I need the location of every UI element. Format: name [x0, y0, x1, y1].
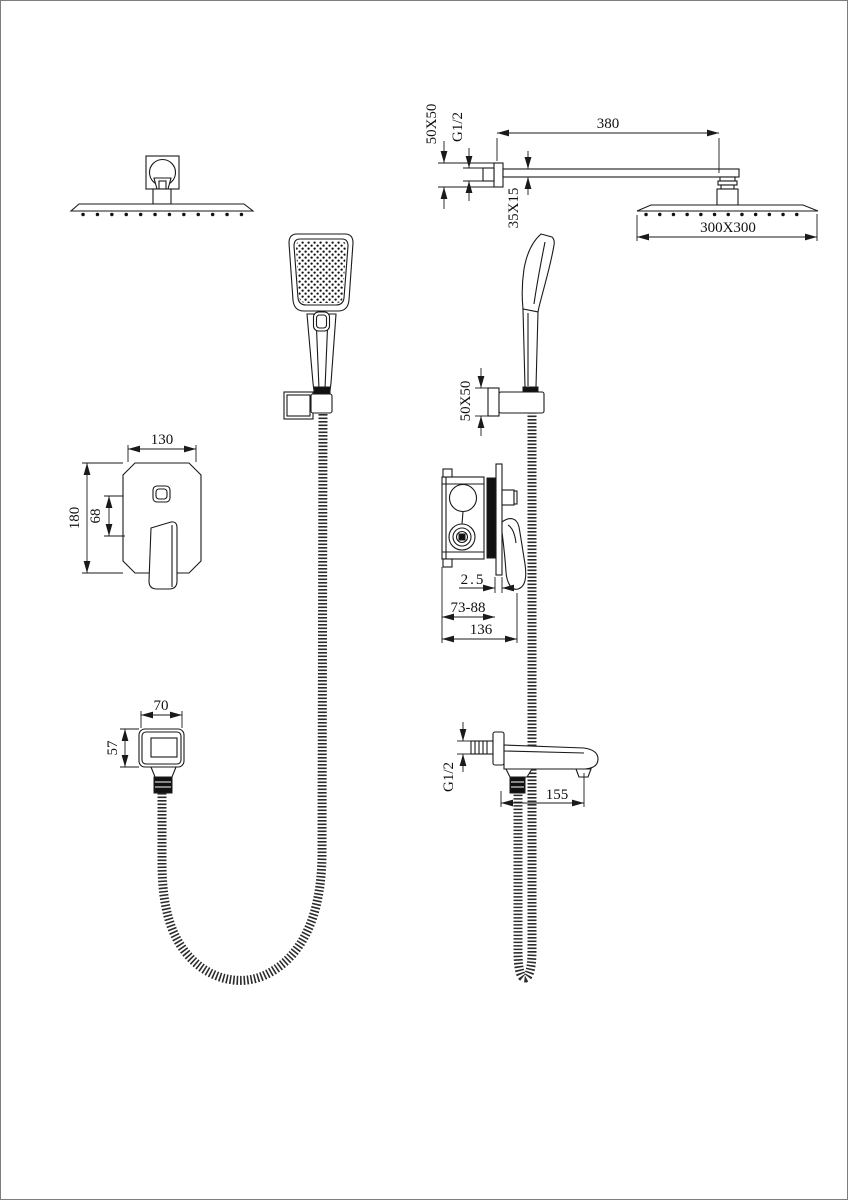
spray-face: [296, 241, 346, 303]
inlet-stem: [483, 168, 494, 181]
dim-plate-thickness: [459, 572, 514, 593]
dim-mixer-offset: [88, 496, 125, 536]
view-shower-arm: [424, 104, 818, 241]
holder-arm: [499, 392, 544, 413]
dim-label: G1/2: [450, 112, 466, 142]
handle-side: [523, 309, 538, 387]
rain-head-side: [637, 205, 818, 211]
outlet-neck: [151, 767, 176, 777]
view-outlet-front: [105, 698, 184, 793]
dim-label: 50X50: [458, 380, 474, 422]
dim-label: 73-88: [450, 600, 486, 616]
holder-plate: [488, 388, 499, 416]
bracket-holder: [311, 394, 332, 413]
spout-hose-nut: [510, 777, 525, 793]
outlet-opening: [151, 738, 177, 757]
dim-outlet-height: [105, 729, 139, 767]
port-screw: [459, 534, 465, 540]
spout-body: [504, 745, 598, 769]
dim-label: 50X50: [424, 103, 440, 145]
dim-label: 380: [596, 116, 620, 132]
view-spout-side: [441, 722, 598, 807]
dim-label: 180: [67, 506, 83, 530]
handshower-head-side: [522, 234, 554, 312]
outlet-hose-nut: [154, 777, 172, 793]
dim-arm-length: [497, 116, 719, 173]
head-neck: [153, 189, 171, 204]
spout-aerator: [576, 769, 591, 777]
dim-label: 300X300: [700, 220, 756, 236]
dim-mixer-width: [128, 432, 196, 462]
mixer-handle: [149, 522, 177, 589]
spout-skirt: [506, 769, 532, 777]
dim-arm-thread: [450, 112, 483, 201]
dim-label: 130: [150, 432, 174, 448]
wall-section: [487, 478, 496, 558]
head-plate: [71, 204, 253, 211]
dim-holder-size: [458, 368, 488, 436]
wall-flange: [494, 163, 503, 187]
dim-label: G1/2: [441, 762, 457, 792]
handshower-hose-right: [518, 412, 532, 978]
view-rain-head-front: [71, 156, 253, 215]
dim-spout-thread: [441, 722, 471, 792]
dim-label: 35X15: [506, 187, 522, 229]
dim-label: 136: [469, 622, 493, 638]
technical-drawing: [1, 1, 848, 1200]
mount-tab-bottom: [443, 559, 452, 567]
bracket-plate: [284, 392, 313, 419]
ball-stem: [154, 178, 171, 189]
dim-head-size: [637, 214, 817, 241]
spout-inlet-pipe: [471, 741, 493, 754]
spout-escutcheon: [493, 732, 504, 765]
mount-tab-top: [443, 469, 452, 477]
dim-label: 68: [88, 508, 104, 524]
dim-label: 70: [153, 698, 169, 714]
view-handshower-side: [458, 234, 554, 436]
dim-label: 2.5: [460, 572, 486, 588]
trim-plate-edge: [496, 464, 502, 575]
view-handshower-front: [284, 234, 353, 419]
view-mixer-front: [67, 432, 201, 589]
arm-bar: [503, 169, 739, 177]
view-valve-side: [442, 464, 526, 643]
dim-arm-section: [506, 151, 528, 228]
handle-side-lever: [502, 519, 526, 590]
diverter-knob-side: [502, 490, 514, 505]
dim-label: 155: [545, 787, 569, 803]
dim-outlet-width: [141, 698, 182, 728]
dim-label: 57: [105, 740, 121, 756]
arm-ball-connector: [717, 177, 738, 205]
